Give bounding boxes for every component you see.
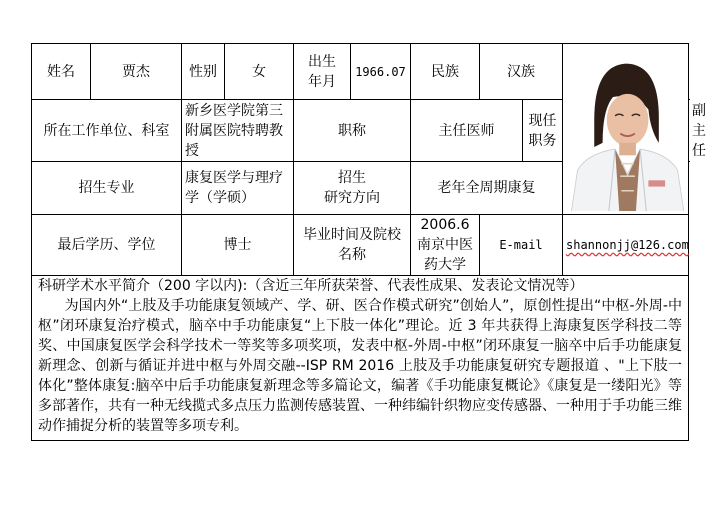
summary-heading: 科研学术水平简介（200 字以内):（含近三年所获荣誉、代表性成果、发表论文情况等）	[38, 278, 584, 294]
portrait-photo	[563, 47, 688, 212]
direction-label-line2: 研究方向	[324, 190, 380, 206]
title-label: 职称	[294, 100, 411, 162]
email-value[interactable]: shannonjj@126.com	[566, 238, 689, 252]
grad-value: 2006.6 南京中医药大学	[411, 215, 480, 276]
unit-label: 所在工作单位、科室	[32, 100, 182, 162]
unit-value: 新乡医学院第三附属医院特聘教授	[182, 100, 294, 162]
ethnicity-value: 汉族	[480, 44, 563, 100]
name-value: 贾杰	[91, 44, 182, 100]
major-label: 招生专业	[32, 162, 182, 215]
name-label: 姓名	[32, 44, 91, 100]
gender-label: 性别	[182, 44, 225, 100]
grad-label: 毕业时间及院校名称	[294, 215, 411, 276]
degree-value: 博士	[182, 215, 294, 276]
title-value-cell: 主任医师	[411, 100, 523, 162]
photo-cell	[563, 44, 689, 215]
gender-value: 女	[225, 44, 294, 100]
post-label-line1: 现任	[528, 112, 557, 129]
email-label: E-mail	[480, 215, 563, 276]
post-label	[523, 100, 563, 162]
direction-label	[294, 162, 411, 215]
birth-label-line2: 年月	[308, 73, 336, 90]
email-value-cell	[563, 215, 689, 276]
ethnicity-label: 民族	[411, 44, 480, 100]
direction-label-line1: 招生	[338, 170, 366, 186]
direction-value: 老年全周期康复	[411, 162, 563, 215]
research-summary	[32, 276, 689, 441]
birth-label-line1: 出生	[308, 53, 336, 70]
birth-label	[294, 44, 351, 100]
summary-body: 为国内外“上肢及手功能康复领域产、学、研、医合作模式研究”创始人”，原创性提出“中枢-外周-中枢”闭环康复治疗模式，脑卒中手功能康复“上下肢一体化”理论。近 3 年共获得上海康复医学科技二等奖、中国康复医学会科学技术一等奖等多项奖项，发表中枢-外周-中枢”闭环康复一脑卒中后手功能康复新理念、创新与循证并进中枢与外周交融--ISP RM 2016 上肢及手功能康复研究专题报道 、"上下肢一体化”整体康复:脑卒中后手功能康复新理念等多篇论文，编著《手功能康复概论》《康复是一缕阳光》等多部著作，共有一种无线揽式多点压力监测传感装置、一种纬编针织物应变传感器、一种用于手功能三维动作捕捉分析的装置等多项专利。	[38, 298, 682, 434]
major-value: 康复医学与理疗学（学硕）	[182, 162, 294, 215]
birth-value: 1966.07	[351, 44, 411, 100]
resume-form-table: 姓名 贾杰 性别 女 出生 年月 1966.07 民族 汉族 所在工作单位、科室 新乡医学院第三附属医院特聘教授 职称 主任医师 现任 职务 副主任 招生专业 康复医学与理疗学（学硕） 招生 研究方向 老年全周期康复 最后学历、学位 博士 毕业时间及院校名称 2006.6 南京中医药大学 E-mail shannonjj@126.com 科研学术水平简介（200 字以内):（含近三年所获荣誉、代表性成果、发表论文情况等） 为国内外“上肢及手功能康复领域产、学、研、医合作模式研究”创始人”，原创性提出“中枢-外周-中枢”闭环康复治疗模式，脑卒中手功能康复“上下肢一体化”理论。近 3 年共获得上海康复医学科技二等奖、中国康复医学会科学技术一等奖等多项奖项，发表中枢-外周-中枢”闭环康复一脑卒中后手功能康复新理念、创新与循证并进中枢与外周交融--ISP RM 2016 上肢及手功能康复研究专题报道 、"上下肢一体化”整体康复:脑卒中后手功能康复新理念等多篇论文，编著《手功能康复概论》《康复是一缕阳光》等多部著作，共有一种无线揽式多点压力监测传感装置、一种纬编针织物应变传感器、一种用于手功能三维动作捕捉分析的装置等多项专利。	[31, 43, 689, 441]
degree-label: 最后学历、学位	[32, 215, 182, 276]
post-label-line2: 职务	[528, 132, 557, 149]
